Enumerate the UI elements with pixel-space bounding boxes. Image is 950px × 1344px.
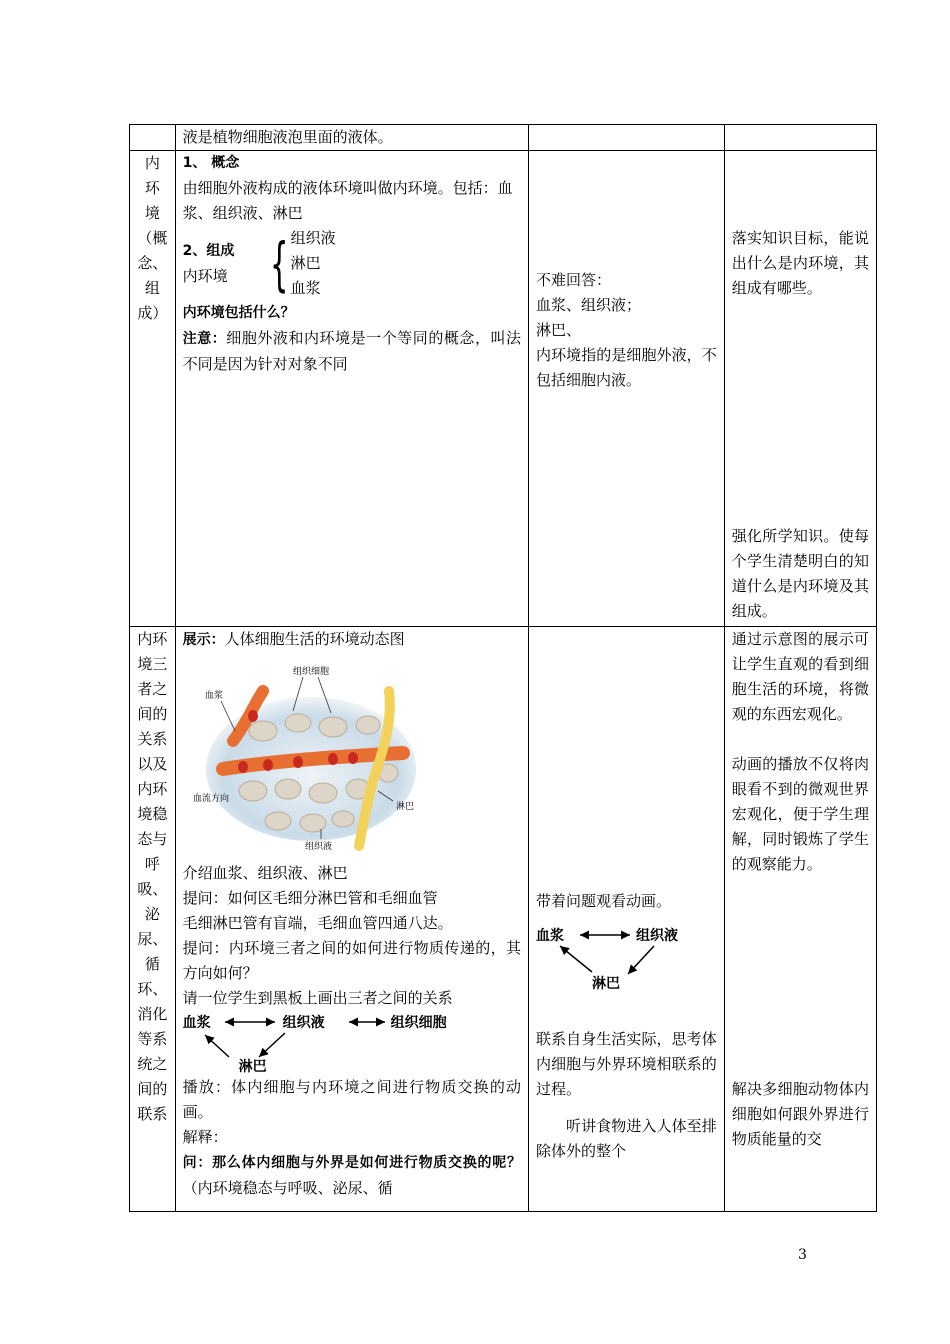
topic-char: 境稳 [137,805,168,823]
topic-char: （概 [137,229,168,247]
topic-char: 泌 [144,905,160,923]
explain-text: 解释： [182,1128,228,1146]
cell-topic [130,151,176,627]
table-row [130,151,877,627]
student-line: 不难回答： [536,271,612,289]
topic-char: 者之 [137,680,168,698]
cell-content [175,151,528,627]
arrow-fluid-lymph [628,946,654,974]
play-text: 播放：体内细胞与内环境之间进行物质交换的动画。 [182,1078,522,1121]
topic-char: 环、 [137,980,168,998]
cell-student [529,151,725,627]
relation-cells: 组织细胞 [390,1015,447,1031]
topic-char: 成） [137,304,168,322]
intent-text: 落实知识目标，能说出什么是内环境，其组成有哪些。 [731,229,869,297]
arrow-fluid-lymph [259,1033,285,1057]
question-text: 提问：内环境三者之间的如何进行物质传递的，其方向如何？ [182,939,522,982]
relation-lymph: 淋巴 [238,1059,267,1075]
cell-intent [724,151,876,627]
final-question-bold: 问：那么体内细胞与外界是如何进行物质交换的呢？ [182,1155,522,1171]
cell-intent [724,125,876,151]
relation-fluid: 组织液 [636,928,679,944]
topic-char: 环 [144,179,160,197]
answer-text: 毛细淋巴管有盲端，毛细血管四通八达。 [182,914,453,932]
show-text: 人体细胞生活的环境动态图 [224,630,405,648]
content-text: 液是植物细胞液泡里面的液体。 [182,128,393,146]
table-row [130,125,877,151]
relation-plasma: 血浆 [536,928,565,944]
relation-diagram [183,1011,521,1075]
cell-environment-figure [193,661,417,851]
composition-block [183,226,521,301]
topic-char: 内环 [137,780,168,798]
topic-char: 组 [144,279,160,297]
cell-content [175,627,528,1212]
page-number: 3 [798,1247,807,1263]
topic-char: 间的 [137,705,168,723]
composition-labels [183,239,265,289]
topic-char: 内 [144,154,160,172]
show-line [183,627,521,653]
intent-text: 通过示意图的展示可让学生直观的看到细胞生活的环境，将微观的东西宏观化。 [731,630,869,723]
topic-char: 呼 [144,855,160,873]
figure-label-lymph: 淋巴 [395,802,414,812]
figure-label-fluid: 组织液 [304,842,332,851]
relation-plasma: 血浆 [182,1015,211,1031]
brace-item: 淋巴 [290,254,321,272]
topic-char: 关系 [137,730,168,748]
brace-items [291,226,336,301]
table-row [130,627,877,1212]
brace-label: 内环境 [182,266,228,285]
topic-char: 消化 [137,1005,168,1023]
figure-label-cells: 组织细胞 [292,667,329,677]
cell-topic [130,125,176,151]
figure-label-flow: 血流方向 [192,794,229,804]
topic-char: 尿、 [137,930,168,948]
topic-char: 内环 [137,630,168,648]
student-line: 带着问题观看动画。 [536,892,672,910]
relation-lymph: 淋巴 [592,976,621,992]
note-text [183,326,521,377]
arrow-lymph-plasma [205,1035,229,1057]
topic-char: 间的 [137,1080,168,1098]
topic-char: 循 [144,955,160,973]
topic-char: 境三 [137,655,168,673]
note-label: 注意： [182,331,227,347]
relation-fluid: 组织液 [282,1015,325,1031]
topic-char: 以及 [137,755,168,773]
note-body: 细胞外液和内环境是一个等同的概念，叫法不同是因为针对对象不同 [182,329,522,373]
cell-intent [724,627,876,1212]
intent-text: 强化所学知识。使每个学生清楚明白的知道什么是内环境及其组成。 [731,527,869,620]
heading-composition: 2、组成 [182,242,235,259]
cell-content [175,125,528,151]
brace-item: 组织液 [290,229,336,247]
brace-item: 血浆 [290,279,321,297]
question-text: 提问：如何区毛细分淋巴管和毛细血管 [182,889,438,907]
show-label: 展示： [182,632,225,648]
intent-text: 动画的播放不仅将肉眼看不到的微观世界宏观化，便于学生理解，同时锻炼了学生的观察能力。 [731,755,869,873]
student-line: 血浆、组织液； [536,296,642,314]
intro-text: 介绍血浆、组织液、淋巴 [182,864,348,882]
brace-icon: { [269,229,289,298]
cell-student [529,627,725,1212]
arrow-lymph-plasma [560,946,592,972]
topic-char: 等系 [137,1030,168,1048]
question-text: 内环境包括什么？ [182,305,295,321]
cell-student [529,125,725,151]
heading-concept: 1、 概念 [182,155,240,171]
topic-char: 态与 [137,830,168,848]
topic-char: 联系 [137,1105,168,1123]
student-line: 听讲食物进入人体至排除体外的整个 [536,1117,717,1160]
student-line: 淋巴、 [536,321,582,339]
topic-char: 吸、 [137,880,168,898]
student-line: 内环境指的是细胞外液，不包括细胞内液。 [536,346,717,389]
final-question-rest: （内环境稳态与呼吸、泌尿、循 [182,1179,393,1197]
topic-char: 念、 [137,254,168,272]
lesson-table [129,124,877,1212]
ask-text: 请一位学生到黑板上画出三者之间的关系 [182,989,453,1007]
topic-char: 境 [144,204,160,222]
final-question [183,1150,521,1201]
student-line: 联系自身生活实际，思考体内细胞与外界环境相联系的过程。 [536,1030,717,1098]
topic-char: 统之 [137,1055,168,1073]
student-relation-diagram [536,924,717,994]
figure-label-plasma: 血浆 [204,691,223,701]
cell-topic [130,627,176,1212]
intent-text: 解决多细胞动物体内细胞如何跟外界进行物质能量的交 [731,1080,869,1148]
concept-text: 由细胞外液构成的液体环境叫做内环境。包括：血浆、组织液、淋巴 [182,179,513,222]
